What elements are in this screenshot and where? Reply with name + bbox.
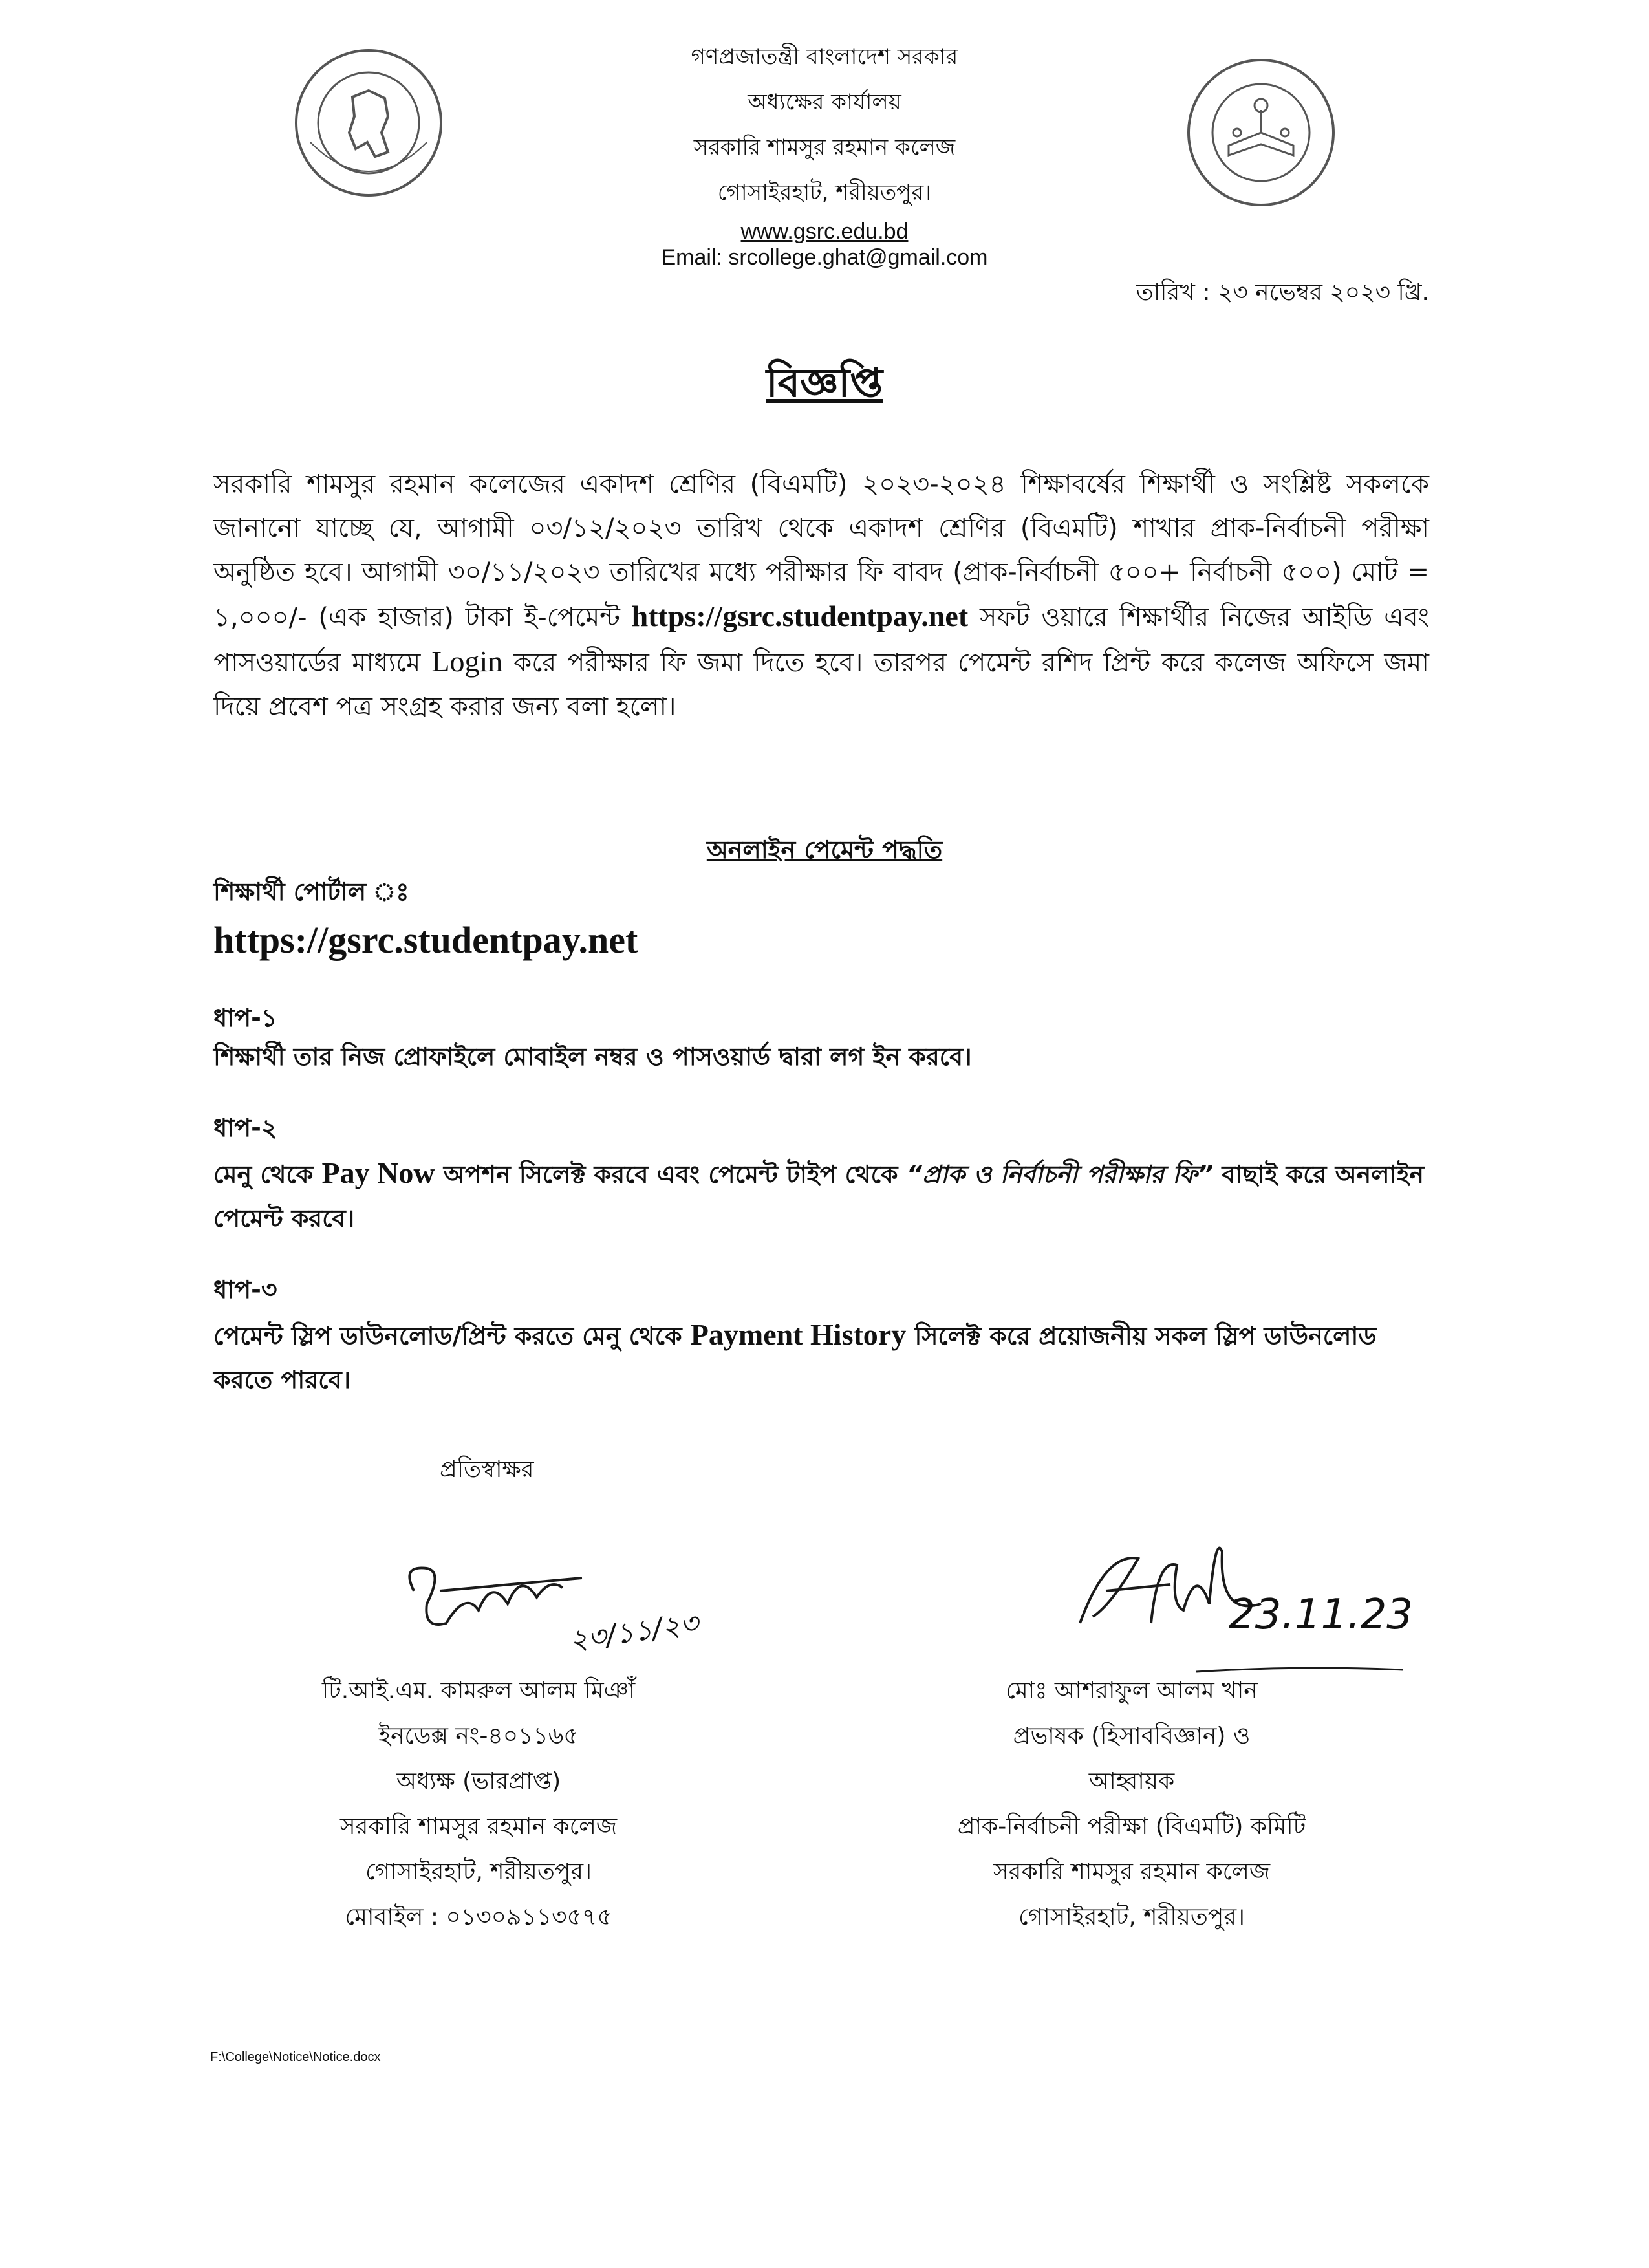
left-signatory-designation: অধ্যক্ষ (ভারপ্রাপ্ত) xyxy=(396,1768,561,1795)
notice-login: Login xyxy=(431,645,503,678)
left-signatory-address: গোসাইরহাট, শরীয়তপুর। xyxy=(365,1859,592,1885)
page-title: বিজ্ঞপ্তি xyxy=(766,359,883,406)
step-2-label: ধাপ-২ xyxy=(213,1114,277,1142)
footer-file-path: F:\College\Notice\Notice.docx xyxy=(210,2050,381,2064)
left-signatory-index: ইনডেক্স নং-৪০১১৬৫ xyxy=(378,1723,579,1749)
notice-text-part3: করে পরীক্ষার ফি জমা দিতে হবে। তারপর পেমেন্ট রশিদ প্রিন্ট করে কলেজ অফিসে জমা দিয়ে প্রবেশ পত্র সংগ্রহ করার জন্য বলা হলো। xyxy=(213,648,1429,722)
step-3-label: ধাপ-৩ xyxy=(213,1275,277,1304)
notice-text-part1: সরকারি শামসুর রহমান কলেজের একাদশ শ্রেণির (বিএমটি) ২০২৩-২০২৪ শিক্ষাবর্ষের শিক্ষার্থী ও সংশ্লিষ্ট সকলকে জানানো যাচ্ছে যে, আগামী ০৩/১২/২০২৩ তারিখ থেকে একাদশ শ্রেণির (বিএমটি) শাখার প্রাক-নির্বাচনী পরীক্ষা অনুষ্ঠিত হবে। আগামী ৩০/১১/২০২৩ তারিখের মধ্যে পরীক্ষার ফি বাবদ (প্রাক-নির্বাচনী ৫০০+ নির্বাচনী ৫০০) মোট = ১,০০০/- (এক হাজার) টাকা ই-পেমেন্ট xyxy=(213,470,1429,632)
bangladesh-government-seal-icon xyxy=(291,45,446,200)
right-signatory-name: মোঃ আশরাফুল আলম খান xyxy=(1006,1678,1258,1704)
notice-date: তারিখ : ২৩ নভেম্বর ২০২৩ খ্রি. xyxy=(1136,279,1429,306)
step-2-text xyxy=(213,1151,1429,1240)
college-logo-seal-icon xyxy=(1183,55,1339,210)
step-2-text-c: বাছাই করে অনলাইন পেমেন্ট করবে। xyxy=(213,1160,1425,1233)
step-2-text-b: অপশন সিলেক্ট করবে এবং পেমেন্ট টাইপ থেকে xyxy=(435,1160,907,1189)
right-signatory-designation: প্রভাষক (হিসাববিজ্ঞান) ও xyxy=(1013,1723,1251,1749)
step-1-text: শিক্ষার্থী তার নিজ প্রোফাইলে মোবাইল নম্বর ও পাসওয়ার্ড দ্বারা লগ ইন করবে। xyxy=(213,1042,972,1071)
right-signatory-block xyxy=(873,1669,1390,1940)
fee-type-quote: “প্রাক ও নির্বাচনী পরীক্ষার ফি” xyxy=(906,1160,1214,1189)
notice-text-part2: সফট ওয়ারে শিক্ষার্থীর নিজের আইডি এবং পাসওয়ার্ডের মাধ্যমে xyxy=(213,603,1430,678)
step-2-text-a: মেনু থেকে xyxy=(213,1160,322,1189)
step-3-text-a: পেমেন্ট স্লিপ ডাউনলোড/প্রিন্ট করতে মেনু থেকে xyxy=(213,1322,691,1350)
right-signatory-committee: প্রাক-নির্বাচনী পরীক্ষা (বিএমটি) কমিটি xyxy=(957,1813,1306,1840)
left-handwritten-date: ২৩/১১/২৩ xyxy=(567,1606,701,1658)
right-handwritten-date: 23.11.23 xyxy=(1229,1591,1413,1639)
pay-now-keyword: Pay Now xyxy=(321,1156,435,1189)
left-signatory-mobile: মোবাইল : ০১৩০৯১১৩৫৭৫ xyxy=(345,1904,612,1930)
countersign-label: প্রতিস্বাক্ষর xyxy=(440,1456,534,1483)
right-signatory-role: আহ্বায়ক xyxy=(1088,1768,1175,1795)
header-line-college: সরকারি শামসুর রহমান কলেজ xyxy=(693,135,956,160)
notice-url[interactable]: https://gsrc.studentpay.net xyxy=(631,599,969,632)
website-link[interactable]: www.gsrc.edu.bd xyxy=(740,219,909,244)
left-signature-icon xyxy=(388,1552,595,1649)
right-signatory-college: সরকারি শামসুর রহমান কলেজ xyxy=(993,1859,1271,1885)
left-signatory-block xyxy=(246,1669,711,1940)
right-signatory-address: গোসাইরহাট, শরীয়তপুর। xyxy=(1018,1904,1245,1930)
header-line-government: গণপ্রজাতন্ত্রী বাংলাদেশ সরকার xyxy=(691,44,958,70)
payment-history-keyword: Payment History xyxy=(690,1318,907,1351)
header-line-address: গোসাইরহাট, শরীয়তপুর। xyxy=(717,180,932,206)
email-address: Email: srcollege.ghat@gmail.com xyxy=(661,245,988,270)
step-3-text xyxy=(213,1313,1429,1402)
portal-url-link[interactable]: https://gsrc.studentpay.net xyxy=(213,919,638,961)
payment-heading: অনলাইন পেমেন্ট পদ্ধতি xyxy=(706,836,943,864)
left-signatory-college: সরকারি শামসুর রহমান কলেজ xyxy=(339,1813,618,1840)
notice-paragraph xyxy=(213,462,1429,729)
step-3-text-b: সিলেক্ট করে প্রয়োজনীয় সকল স্লিপ ডাউনলোড করতে পারবে। xyxy=(213,1322,1377,1394)
left-signatory-name: টি.আই.এম. কামরুল আলম মিঞাঁ xyxy=(321,1678,636,1704)
step-1-label: ধাপ-১ xyxy=(213,1004,277,1032)
header-line-office: অধ্যক্ষের কার্যালয় xyxy=(748,89,901,115)
portal-label: শিক্ষার্থী পোর্টাল ঃ xyxy=(213,878,409,906)
